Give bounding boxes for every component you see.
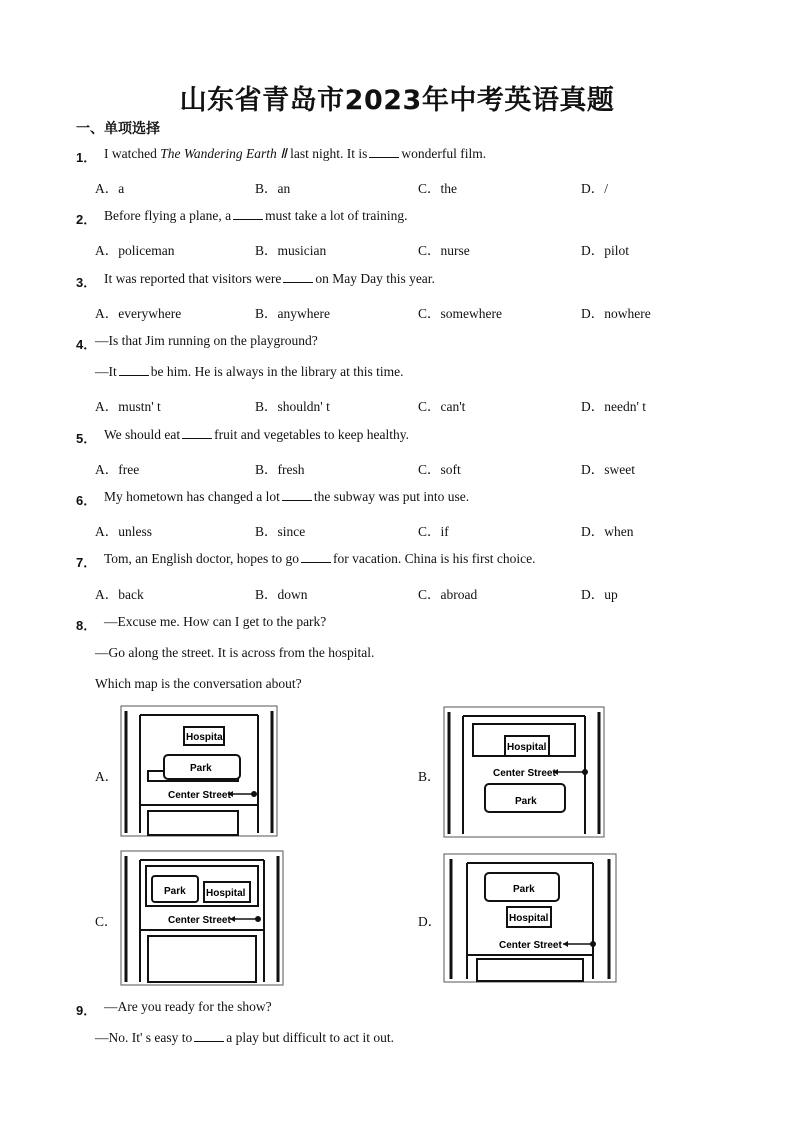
answer-blank (369, 146, 399, 158)
question-stem: We should eat fruit and vegetables to keep healthy. (104, 427, 409, 442)
question-line: —Go along the street. It is across from the hospital. (95, 645, 375, 660)
section-heading: 一、单项选择 (76, 121, 160, 137)
option-d: D．nowhere (581, 306, 651, 321)
answer-blank (301, 551, 331, 563)
option-c: C．somewhere (418, 306, 502, 321)
option-b: B．musician (255, 243, 327, 258)
option-c: C．abroad (418, 587, 478, 602)
option-b: B．fresh (255, 462, 305, 477)
film-title: The Wandering Earth Ⅱ (160, 146, 287, 161)
question-number: 5． (76, 431, 97, 446)
option-b: B．since (255, 524, 306, 539)
street-label: Center Street (168, 915, 231, 926)
hospital-label: Hospital (206, 888, 246, 899)
option-d: D．when (581, 524, 634, 539)
question-stem: —Are you ready for the show? (104, 999, 272, 1014)
map-a (120, 705, 278, 837)
park-label: Park (515, 796, 537, 807)
option-a: A．mustn' t (95, 399, 161, 414)
hospital-label: Hospital (509, 913, 549, 924)
hospital-label: Hospital (186, 732, 226, 743)
option-d: D．needn' t (581, 399, 647, 414)
option-a: A．free (95, 462, 140, 477)
option-d: D．/ (581, 181, 608, 196)
option-b: B．shouldn' t (255, 399, 330, 414)
park-label: Park (513, 884, 535, 895)
option-d: D．up (581, 587, 618, 602)
option-c: C．the (418, 181, 457, 196)
option-a: A．back (95, 587, 144, 602)
option-a: A．unless (95, 524, 152, 539)
option-c: C．soft (418, 462, 461, 477)
option-a: A． (95, 769, 119, 784)
question-number: 4． (76, 337, 97, 352)
option-a: A．policeman (95, 243, 175, 258)
option-c: C．if (418, 524, 449, 539)
question-number: 9． (76, 1003, 97, 1018)
answer-blank (182, 427, 212, 439)
question-stem: I watched The Wandering Earth Ⅱ last night. It is wonderful film. (104, 146, 487, 161)
option-b: B．down (255, 587, 308, 602)
question-line: Which map is the conversation about? (95, 676, 302, 691)
option-c: C．nurse (418, 243, 470, 258)
question-number: 2． (76, 212, 97, 227)
option-a: A．everywhere (95, 306, 182, 321)
question-stem: —Excuse me. How can I get to the park? (104, 614, 327, 629)
question-line: —It be him. He is always in the library at this time. (95, 364, 404, 379)
answer-blank (233, 208, 263, 220)
map-d (443, 853, 617, 983)
map-c (120, 850, 284, 986)
park-label: Park (190, 763, 212, 774)
option-b: B．an (255, 181, 291, 196)
option-b: B．anywhere (255, 306, 330, 321)
street-label: Center Street (168, 790, 231, 801)
option-c: C．can't (418, 399, 466, 414)
option-a: A．a (95, 181, 125, 196)
question-stem: My hometown has changed a lot the subway was put into use. (104, 489, 470, 504)
page-title: 山东省青岛市2023年中考英语真题 (179, 85, 615, 116)
question-stem: It was reported that visitors were on May Day this year. (104, 271, 435, 286)
option-c: C． (95, 914, 118, 929)
option-b: B． (418, 769, 441, 784)
answer-blank (119, 364, 149, 376)
option-d: D．sweet (581, 462, 635, 477)
hospital-label: Hospital (507, 742, 547, 753)
answer-blank (194, 1030, 224, 1042)
question-number: 1． (76, 150, 97, 165)
option-d: D． (418, 914, 442, 929)
question-stem: —Is that Jim running on the playground? (95, 333, 318, 348)
question-number: 7． (76, 555, 97, 570)
question-line: —No. It' s easy to a play but difficult to act it out. (95, 1030, 395, 1045)
street-label: Center Street (493, 768, 556, 779)
answer-blank (283, 271, 313, 283)
question-number: 6． (76, 493, 97, 508)
answer-blank (282, 489, 312, 501)
street-label: Center Street (499, 940, 562, 951)
question-number: 8． (76, 618, 97, 633)
map-b (443, 706, 605, 838)
question-stem: Before flying a plane, a must take a lot of training. (104, 208, 408, 223)
question-number: 3． (76, 275, 97, 290)
question-stem: Tom, an English doctor, hopes to go for vacation. China is his first choice. (104, 551, 536, 566)
park-label: Park (164, 886, 186, 897)
option-d: D．pilot (581, 243, 630, 258)
